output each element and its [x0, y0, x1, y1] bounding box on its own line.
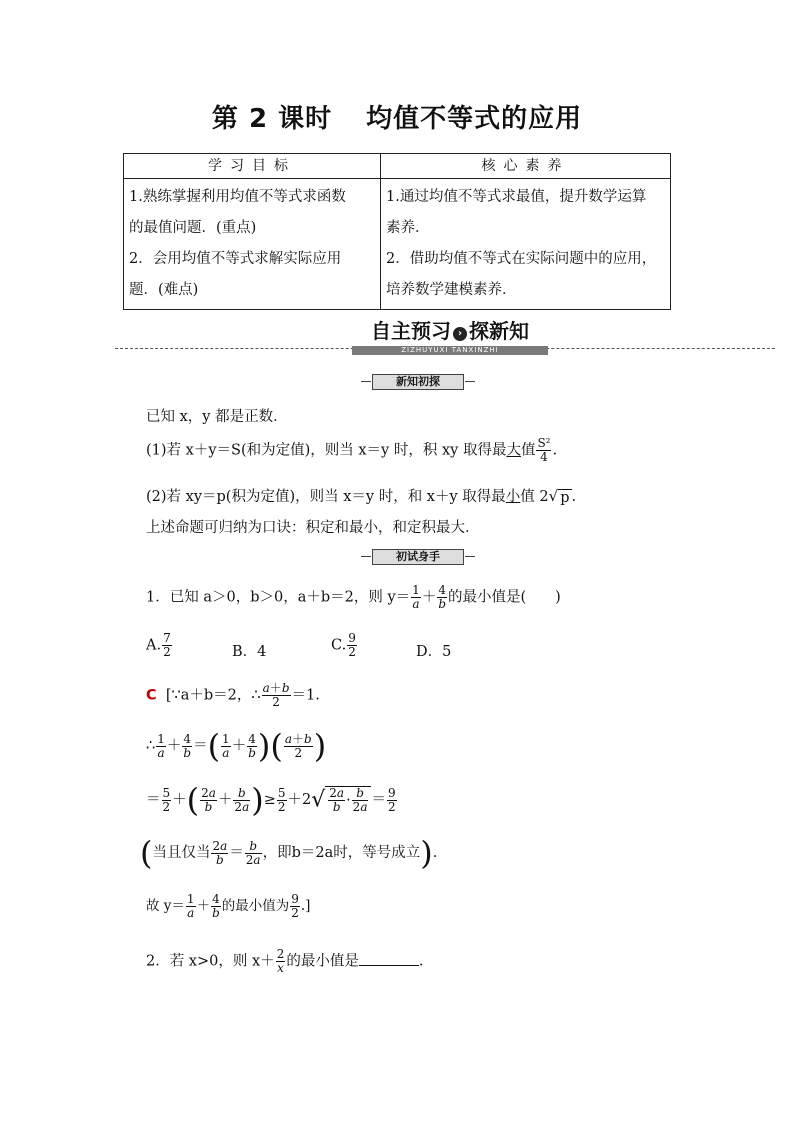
final-text: 故 y＝: [146, 898, 185, 914]
prop1-text2: 值: [520, 442, 536, 459]
frac-den: 2: [163, 645, 171, 659]
answer-blank[interactable]: [359, 953, 419, 966]
frac-num: S²: [537, 436, 551, 450]
radicand: p: [560, 489, 570, 506]
q2-end: .: [418, 953, 424, 970]
goal-line: 1.熟练掌握利用均值不等式求函数: [129, 189, 346, 205]
answer-letter: C: [146, 687, 157, 704]
solution-final: 故 y＝ $\frac{1}{a}$ ＋ $\frac{4}{b}$ 的最小值为 $\frac{9}{2}$ .]: [146, 892, 311, 920]
prop2-blank: 小: [505, 489, 521, 505]
therefore-symbol: ∴: [146, 738, 156, 754]
proposition-1: [146, 437, 557, 464]
cond-text: 当且仅当: [152, 845, 211, 861]
answer-eq: ＝1.: [291, 687, 320, 704]
question-1: 1．已知 a＞0，b＞0，a＋b＝2，则 y＝ $\frac{1}{a}$ ＋ $\frac{4}{b}$ 的最小值是( ): [146, 583, 561, 611]
frac-num: 7: [163, 631, 171, 645]
literacy-line: 1.通过均值不等式求最值，提升数学运算: [386, 189, 647, 205]
final-text2: 的最小值为: [221, 898, 290, 914]
prop1-text: (1)若 x＋y＝S(和为定值)，则当 x＝y 时，积 xy 取得最: [146, 442, 507, 459]
banner-right-text: 探新知: [469, 319, 529, 343]
solution-step-2: ＝ $\frac{5}{2}$ ＋( $\frac{2a}{b}$ ＋ $\frac{b}{2a}$ )≥ $\frac{5}{2}$ ＋2√ $\frac{2a}{b}$ · $\frac{b}{2a}$ ＝ $\frac{9}{2}$: [146, 781, 396, 819]
tag-first-try: 初试身手: [372, 549, 464, 565]
summary-text: 上述命题可归纳为口诀：积定和最小，和定积最大．: [146, 520, 480, 536]
frac-num: 9: [348, 631, 356, 645]
q1-tail: 的最小值是( ): [448, 589, 561, 606]
goals-table: [123, 153, 671, 310]
lesson-topic: 均值不等式的应用: [366, 104, 583, 134]
learning-goals-cell: [124, 179, 381, 310]
goal-line: 的最值问题．(重点): [129, 220, 257, 236]
literacy-line: 培养数学建模素养．: [386, 282, 517, 298]
choice-label: C.: [331, 637, 347, 654]
goal-line: 2．会用均值不等式求解实际应用: [129, 251, 342, 267]
frac-den: 4: [540, 450, 548, 464]
q2-tail: 的最小值是: [286, 953, 359, 970]
core-literacy-cell: [381, 179, 671, 310]
q2-text: 2．若 x>0，则 x＋: [146, 953, 275, 970]
choice-d[interactable]: D．5: [416, 644, 452, 660]
section-banner: [352, 318, 548, 354]
question-2: 2．若 x>0，则 x＋ $\frac{2}{x}$ 的最小值是 .: [146, 947, 424, 975]
choice-label: A.: [146, 637, 162, 654]
goal-line: 题．(难点): [129, 282, 199, 298]
tag-new-knowledge: 新知初探: [372, 374, 464, 390]
solution-step-1: ∴ $\frac{1}{a}$ ＋ $\frac{4}{b}$ ＝( $\frac{1}{a}$ ＋ $\frac{4}{b}$ )( $\frac{a+b}{2}$ ): [146, 727, 327, 765]
prop2-end: .: [571, 489, 577, 505]
literacy-line: 素养．: [386, 220, 430, 236]
banner-left-text: 自主预习: [371, 319, 451, 343]
choice-b[interactable]: B．4: [232, 644, 267, 660]
answer-line: C [∵a＋b＝2，∴ $\frac{a+b}{2}$ ＝1.: [146, 681, 320, 709]
prop2-text: (2)若 xy＝p(积为定值)，则当 x＝y 时，和 x＋y 取得最: [146, 489, 506, 505]
cond-text2: ，即b＝2a时，等号成立: [262, 845, 421, 861]
frac-den: 2: [348, 645, 356, 659]
prop1-end: .: [552, 442, 558, 459]
proposition-2: [146, 485, 576, 506]
banner-pinyin: ZIZHUYUXI TANXINZHI: [352, 346, 548, 355]
goals-header-right: 核心素养: [381, 154, 671, 179]
intro-text: 已知 x，y 都是正数．: [146, 409, 288, 425]
solution-condition: (当且仅当 $\frac{2a}{b}$ ＝ $\frac{b}{2a}$ ，即b＝2a时，等号成立).: [140, 834, 438, 872]
choice-a[interactable]: [146, 632, 173, 659]
goals-header-left: 学习目标: [124, 154, 381, 179]
prop1-blank: 大: [506, 442, 521, 459]
equals-symbol: ＝: [146, 792, 161, 808]
q1-text: 1．已知 a＞0，b＞0，a＋b＝2，则 y＝: [146, 589, 411, 606]
answer-open: [∵a＋b＝2，∴: [165, 687, 261, 704]
prop2-text2: 值 2: [520, 489, 549, 505]
page-title: [0, 98, 794, 135]
final-end: .]: [300, 898, 311, 914]
arrow-right-icon: ›: [453, 327, 467, 341]
choice-c[interactable]: [331, 632, 358, 659]
literacy-line: 2．借助均值不等式在实际问题中的应用，: [386, 251, 657, 267]
lesson-number: 第 2 课时: [211, 104, 333, 134]
sqrt-icon: √: [548, 487, 559, 505]
fraction: [536, 437, 551, 464]
